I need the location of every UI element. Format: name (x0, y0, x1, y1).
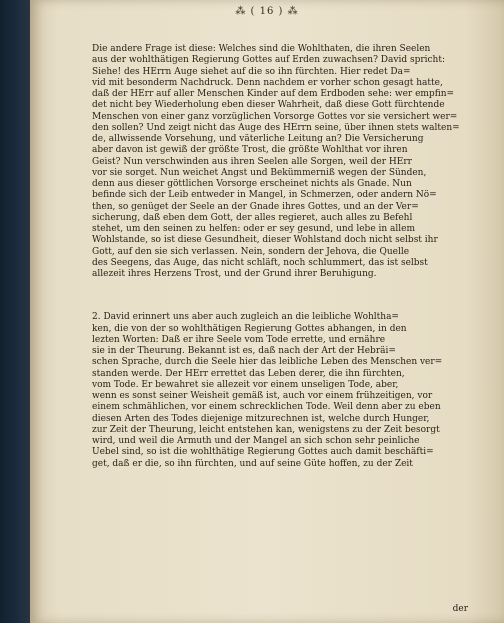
book-binding-edge (0, 0, 30, 623)
paragraph-1 (92, 44, 476, 280)
text-line: sie in der Theurung. Bekannt ist es, daß nach der Art der Hebräi= (92, 346, 396, 356)
text-line: Menschen von einer ganz vorzüglichen Vorsorge Gottes vor sie versichert wer= (92, 111, 458, 122)
text-line: daß der HErr auf aller Menschen Kinder auf dem Erdboden sehe: wer empfin= (92, 89, 455, 99)
page-number-header: ⁂ ( 16 ) ⁂ (235, 6, 299, 17)
text-line: get, daß er die, so ihn fürchten, und auf seine Güte hoffen, zu der Zeit (92, 458, 413, 469)
text-line: aber davon ist gewiß der größte Trost, die größte Wohlthat vor ihren (92, 145, 408, 156)
catchword: der (452, 604, 468, 614)
text-line: befinde sich der Leib entweder in Mangel, in Schmerzen, oder andern Nö= (92, 190, 437, 201)
text-line: Geist? Nun verschwinden aus ihren Seelen alle Sorgen, weil der HErr (92, 156, 412, 167)
text-line: de, allwissende Vorsehung, und väterliche Leitung an? Die Versicherung (92, 134, 424, 144)
text-line: det nicht bey Wiederholung eben dieser Wahrheit, daß diese Gott fürchtende (92, 100, 445, 111)
text-line: lezten Worten: Daß er ihre Seele vom Tode errette, und ernähre (92, 334, 386, 345)
text-line: sicherung, daß eben dem Gott, der alles regieret, auch alles zu Befehl (92, 212, 413, 223)
text-line: den sollen? Und zeigt nicht das Auge des HErrn seine, über ihnen stets walten= (92, 122, 460, 133)
text-line: Die andere Frage ist diese: Welches sind die Wohlthaten, die ihren Seelen (92, 44, 431, 54)
text-line: wenn es sonst seiner Weisheit gemäß ist, auch vor einem frühzeitigen, vor (92, 391, 433, 401)
text-line: wird, und weil die Armuth und der Mangel an sich schon sehr peinliche (92, 436, 420, 446)
body-text (92, 44, 476, 470)
text-line: aus der wohlthätigen Regierung Gottes auf Erden zuwachsen? David spricht: (92, 55, 445, 66)
text-line: Siehe! des HErrn Auge siehet auf die so ihn fürchten. Hier redet Da= (92, 66, 411, 77)
text-line: ken, die von der so wohlthätigen Regierung Gottes abhangen, in den (92, 323, 407, 334)
text-line: vom Tode. Er bewahret sie allezeit vor einem unseligen Tode, aber, (92, 379, 399, 390)
text-line: Wohlstande, so ist diese Gesundheit, dieser Wohlstand doch nicht selbst ihr (92, 235, 438, 246)
text-line: standen werde. Der HErr errettet das Leben derer, die ihn fürchten, (92, 368, 405, 379)
text-line: zur Zeit der Theurung, leicht entstehen kan, wenigstens zu der Zeit besorgt (92, 424, 440, 435)
text-line: Uebel sind, so ist die wohlthätige Regierung Gottes auch damit beschäfti= (92, 447, 434, 458)
text-line: vor sie sorget. Nun weichet Angst und Bekümmerniß wegen der Sünden, (92, 167, 427, 178)
text-line: 2. David erinnert uns aber auch zugleich an die leibliche Wohltha= (92, 312, 399, 323)
text-line: denn aus dieser göttlichen Vorsorge erscheinet nichts als Gnade. Nun (92, 179, 412, 189)
text-line: vid mit besonderm Nachdruck. Denn nachdem er vorher schon gesagt hatte, (92, 77, 443, 88)
page-sheet (30, 0, 504, 623)
text-line: stehet, um den seinen zu helfen: oder er sey gesund, und lebe in allem (92, 224, 416, 234)
text-line: allezeit ihres Herzens Trost, und der Grund ihrer Beruhigung. (92, 269, 377, 279)
text-line: einem schmählichen, vor einem schrecklichen Tode. Weil denn aber zu eben (92, 402, 441, 413)
paragraph-gap (92, 280, 476, 312)
text-line: then, so genüget der Seele an der Gnade ihres Gottes, und an der Ver= (92, 201, 419, 212)
text-line: Gott, auf den sie sich verlassen. Nein, sondern der Jehova, die Quelle (92, 246, 410, 257)
text-line: diesen Arten des Todes diejenige mitzurechnen ist, welche durch Hunger, (92, 413, 430, 424)
text-line: schen Sprache, durch die Seele hier das leibliche Leben des Menschen ver= (92, 357, 443, 368)
paragraph-2 (92, 312, 476, 470)
text-line: des Seegens, das Auge, das nicht schläft, noch schlummert, das ist selbst (92, 257, 428, 268)
